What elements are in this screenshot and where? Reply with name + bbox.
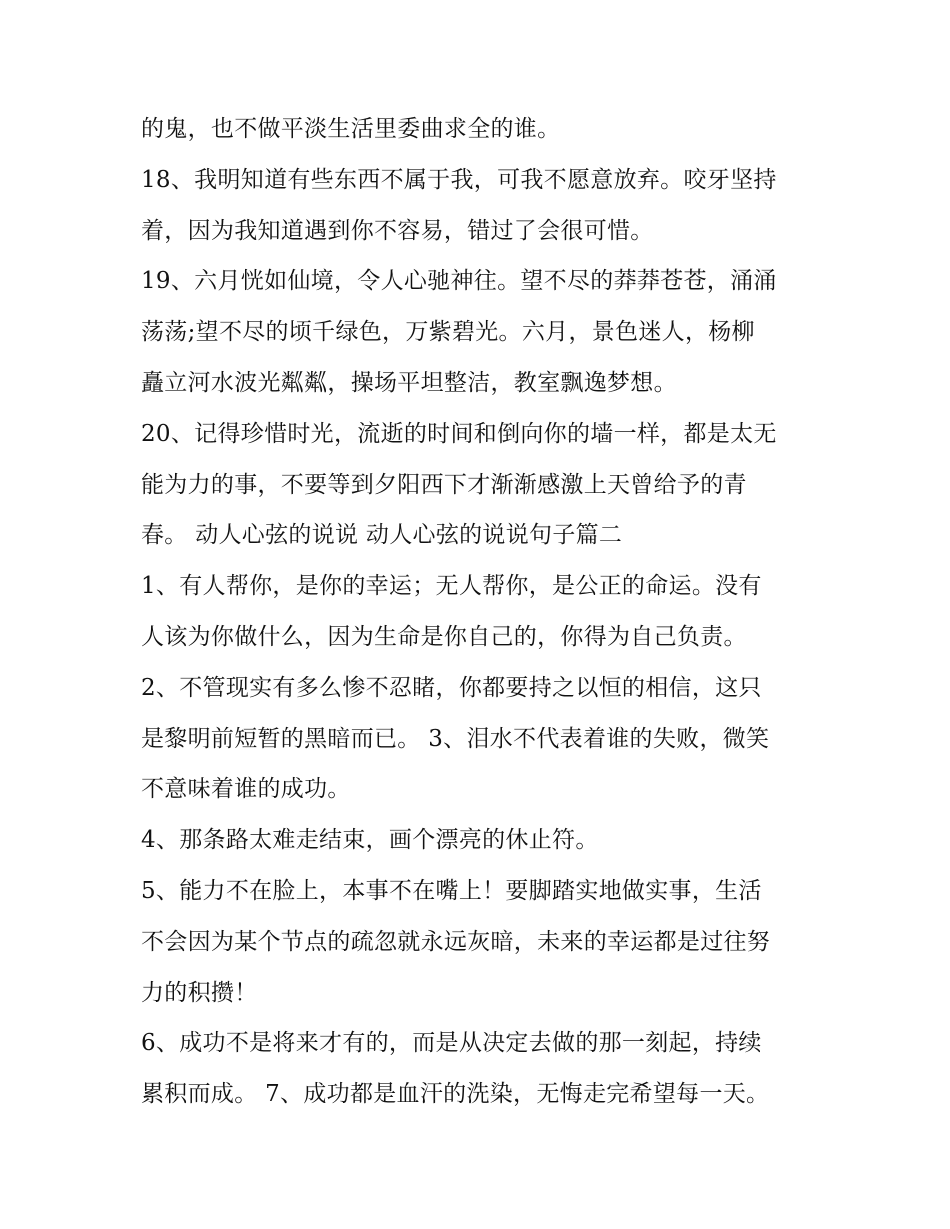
text-line: 矗立河水波光粼粼，操场平坦整洁，教室飘逸梦想。 [141,369,677,396]
text-line: 是黎明前短暂的黑暗而已。 3、泪水不代表着谁的失败，微笑 [141,725,770,752]
text-line: 4、那条路太难走结束，画个漂亮的休止符。 [141,827,599,854]
text-line: 不意味着谁的成功。 [141,776,351,803]
text-line: 19、六月恍如仙境，令人心驰神往。望不尽的莽莽苍苍，涌涌 [141,268,777,295]
text-line: 春。 动人心弦的说说 动人心弦的说说句子篇二 [141,522,623,549]
document-body [141,104,816,1120]
text-line: 的鬼，也不做平淡生活里委曲求全的谁。 [141,116,561,142]
text-line: 20、记得珍惜时光，流逝的时间和倒向你的墙一样，都是太无 [141,420,777,447]
text-line: 人该为你做什么，因为生命是你自己的，你得为自己负责。 [141,623,747,650]
text-line: 2、不管现实有多么惨不忍睹，你都要持之以恒的相信，这只 [141,674,762,701]
text-line: 能为力的事，不要等到夕阳西下才渐渐感激上天曾给予的青 [141,471,747,498]
text-line: 力的积攒！ [141,979,258,1006]
text-line: 着，因为我知道遇到你不容易，错过了会很可惜。 [141,217,654,244]
text-line: 荡荡;望不尽的顷千绿色，万紫碧光。六月，景色迷人，杨柳 [141,319,755,346]
text-line: 累积而成。 7、成功都是血汗的洗染，无悔走完希望每一天。 [141,1081,770,1108]
text-line: 1、有人帮你，是你的幸运；无人帮你，是公正的命运。没有 [141,573,762,600]
text-line: 不会因为某个节点的疏忽就永远灰暗，未来的幸运都是过往努 [141,928,771,955]
text-line: 18、我明知道有些东西不属于我，可我不愿意放弃。咬牙坚持 [141,166,777,193]
text-line: 5、能力不在脸上，本事不在嘴上！要脚踏实地做实事，生活 [141,877,762,904]
text-line: 6、成功不是将来才有的，而是从决定去做的那一刻起，持续 [141,1030,762,1057]
